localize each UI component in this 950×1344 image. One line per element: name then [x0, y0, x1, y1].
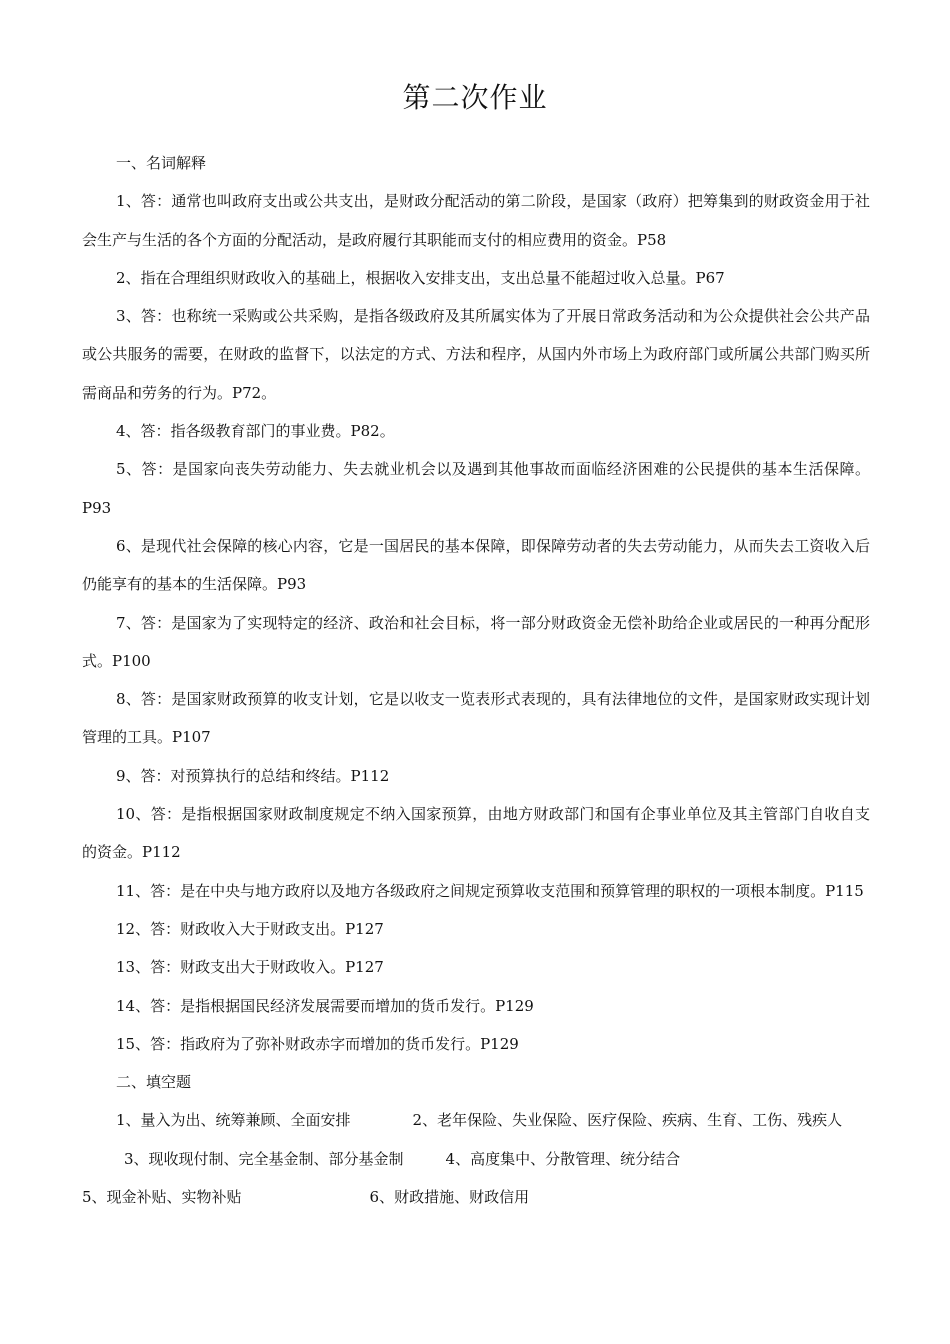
term-answer-6: 6、是现代社会保障的核心内容，它是一国居民的基本保障，即保障劳动者的失去劳动能力，从而失去工资收入后仍能享有的基本的生活保障。P93	[82, 536, 870, 594]
term-answer-1: 1、答：通常也叫政府支出或公共支出，是财政分配活动的第二阶段，是国家（政府）把筹集到的财政资金用于社会生产与生活的各个方面的分配活动，是政府履行其职能而支付的相应费用的资金。P58	[82, 192, 870, 249]
term-answer-14: 14、答：是指根据国民经济发展需要而增加的货币发行。P129	[116, 996, 534, 1015]
section-heading-terms: 一、名词解释	[116, 154, 207, 172]
document-body	[82, 144, 870, 1216]
term-answer-8: 8、答：是国家财政预算的收支计划，它是以收支一览表形式表现的，具有法律地位的文件，是国家财政实现计划管理的工具。P107	[82, 690, 870, 747]
fill-answer-2: 2、老年保险、失业保险、医疗保险、疾病、生育、工伤、残疾人	[412, 1111, 843, 1130]
fill-answer-6: 6、财政措施、财政信用	[369, 1188, 530, 1207]
fill-answer-1: 1、量入为出、统筹兼顾、全面安排	[116, 1111, 351, 1130]
term-answer-13: 13、答：财政支出大于财政收入。P127	[116, 958, 384, 977]
fill-blank-answers	[82, 1101, 870, 1216]
fill-answer-3: 3、现收现付制、完全基金制、部分基金制	[124, 1149, 404, 1168]
term-answer-3: 3、答：也称统一采购或公共采购，是指各级政府及其所属实体为了开展日常政务活动和为公众提供社会公共产品或公共服务的需要，在财政的监督下，以法定的方式、方法和程序，从国内外市场上为政府部门或所属公共部门购买所需商品和劳务的行为。P72。	[82, 307, 870, 402]
section-heading-fill-blanks: 二、填空题	[116, 1073, 192, 1092]
term-answer-9: 9、答：对预算执行的总结和终结。P112	[116, 766, 390, 785]
term-answer-15: 15、答：指政府为了弥补财政赤字而增加的货币发行。P129	[116, 1034, 519, 1053]
term-answer-5: 5、答：是国家向丧失劳动能力、失去就业机会以及遇到其他事故而面临经济困难的公民提供的基本生活保障。P93	[82, 460, 870, 517]
term-answer-12: 12、答：财政收入大于财政支出。P127	[116, 919, 384, 938]
term-answer-7: 7、答：是国家为了实现特定的经济、政治和社会目标，将一部分财政资金无偿补助给企业或居民的一种再分配形式。P100	[82, 613, 870, 670]
term-answer-10: 10、答：是指根据国家财政制度规定不纳入国家预算，由地方财政部门和国有企事业单位及其主管部门自收自支的资金。P112	[82, 805, 870, 862]
fill-answer-5: 5、现金补贴、实物补贴	[82, 1188, 242, 1207]
term-answer-2: 2、指在合理组织财政收入的基础上，根据收入安排支出，支出总量不能超过收入总量。P67	[116, 268, 725, 287]
term-answer-11: 11、答：是在中央与地方政府以及地方各级政府之间规定预算收支范围和预算管理的职权的一项根本制度。P115	[116, 881, 864, 900]
fill-answer-4: 4、高度集中、分散管理、统分结合	[445, 1149, 681, 1168]
term-answer-4: 4、答：指各级教育部门的事业费。P82。	[116, 422, 395, 441]
document-title: 第二次作业	[402, 81, 548, 114]
